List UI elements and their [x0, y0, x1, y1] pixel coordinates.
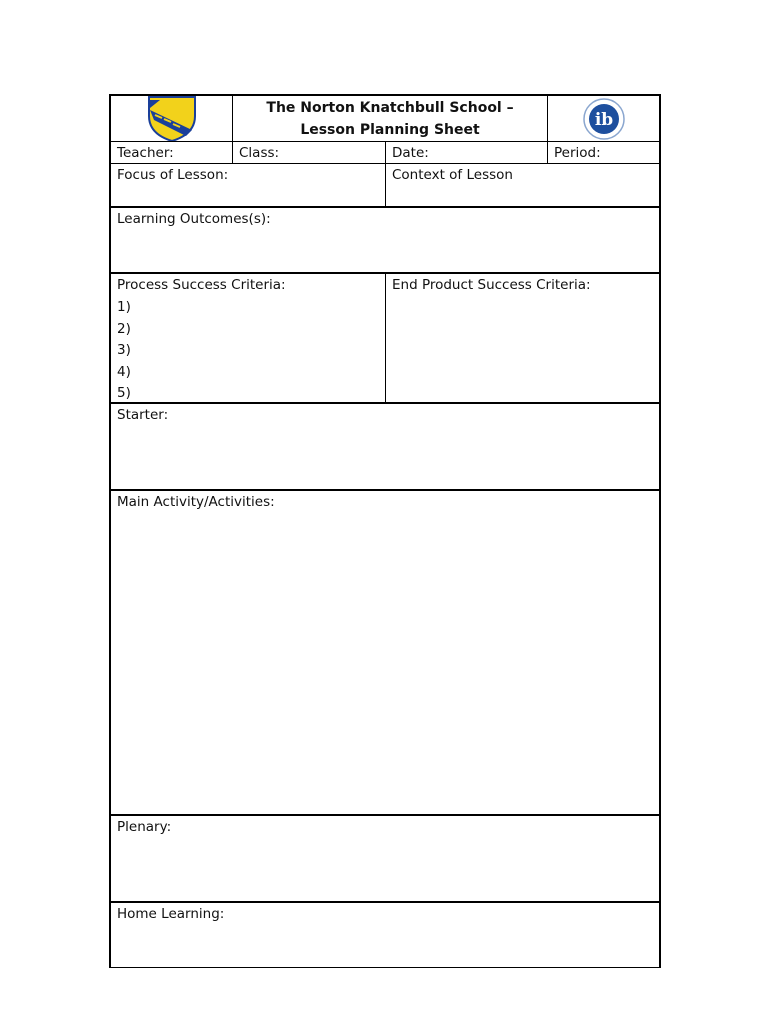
home-learning-field[interactable]	[109, 901, 661, 968]
plenary-field[interactable]	[109, 814, 661, 902]
lesson-planning-sheet	[109, 94, 661, 968]
plenary-label: Plenary:	[117, 819, 172, 835]
context-of-lesson-label: Context of Lesson	[392, 167, 513, 183]
focus-of-lesson-label: Focus of Lesson:	[117, 167, 229, 183]
main-activity-field[interactable]	[109, 489, 661, 815]
class-field[interactable]	[232, 141, 385, 163]
process-success-criteria-label: Process Success Criteria:	[117, 277, 286, 293]
period-label: Period:	[554, 145, 601, 161]
title-line-1: The Norton Knatchbull School –	[266, 99, 514, 116]
learning-outcomes-field[interactable]	[109, 206, 661, 272]
starter-field[interactable]	[109, 402, 661, 490]
sheet-title	[232, 94, 547, 141]
learning-outcomes-label: Learning Outcomes(s):	[117, 211, 271, 227]
end-product-success-criteria-field[interactable]	[385, 272, 661, 403]
end-product-success-criteria-label: End Product Success Criteria:	[392, 277, 591, 293]
criteria-item-2: 2)	[117, 320, 131, 337]
period-field[interactable]	[547, 141, 661, 163]
criteria-item-1: 1)	[117, 299, 131, 315]
criteria-list	[117, 295, 379, 405]
ib-logo-cell	[547, 94, 661, 141]
main-activity-label: Main Activity/Activities:	[117, 494, 275, 510]
criteria-item-3: 3)	[117, 342, 131, 358]
criteria-item-4: 4)	[117, 363, 131, 380]
title-line-2: Lesson Planning Sheet	[300, 121, 480, 138]
class-label: Class:	[239, 145, 280, 161]
ib-logo-text: ib	[594, 109, 613, 130]
teacher-field[interactable]	[109, 141, 232, 163]
school-crest-cell	[109, 94, 232, 141]
ib-logo-icon	[583, 98, 625, 140]
process-success-criteria-field[interactable]	[109, 272, 385, 403]
starter-label: Starter:	[117, 407, 169, 423]
home-learning-label: Home Learning:	[117, 906, 225, 922]
date-field[interactable]	[385, 141, 547, 163]
date-label: Date:	[392, 145, 429, 161]
teacher-label: Teacher:	[117, 145, 174, 161]
criteria-item-5: 5)	[117, 385, 131, 401]
context-of-lesson-field[interactable]	[385, 163, 661, 207]
school-crest-icon	[146, 96, 198, 142]
focus-of-lesson-field[interactable]	[109, 163, 385, 207]
